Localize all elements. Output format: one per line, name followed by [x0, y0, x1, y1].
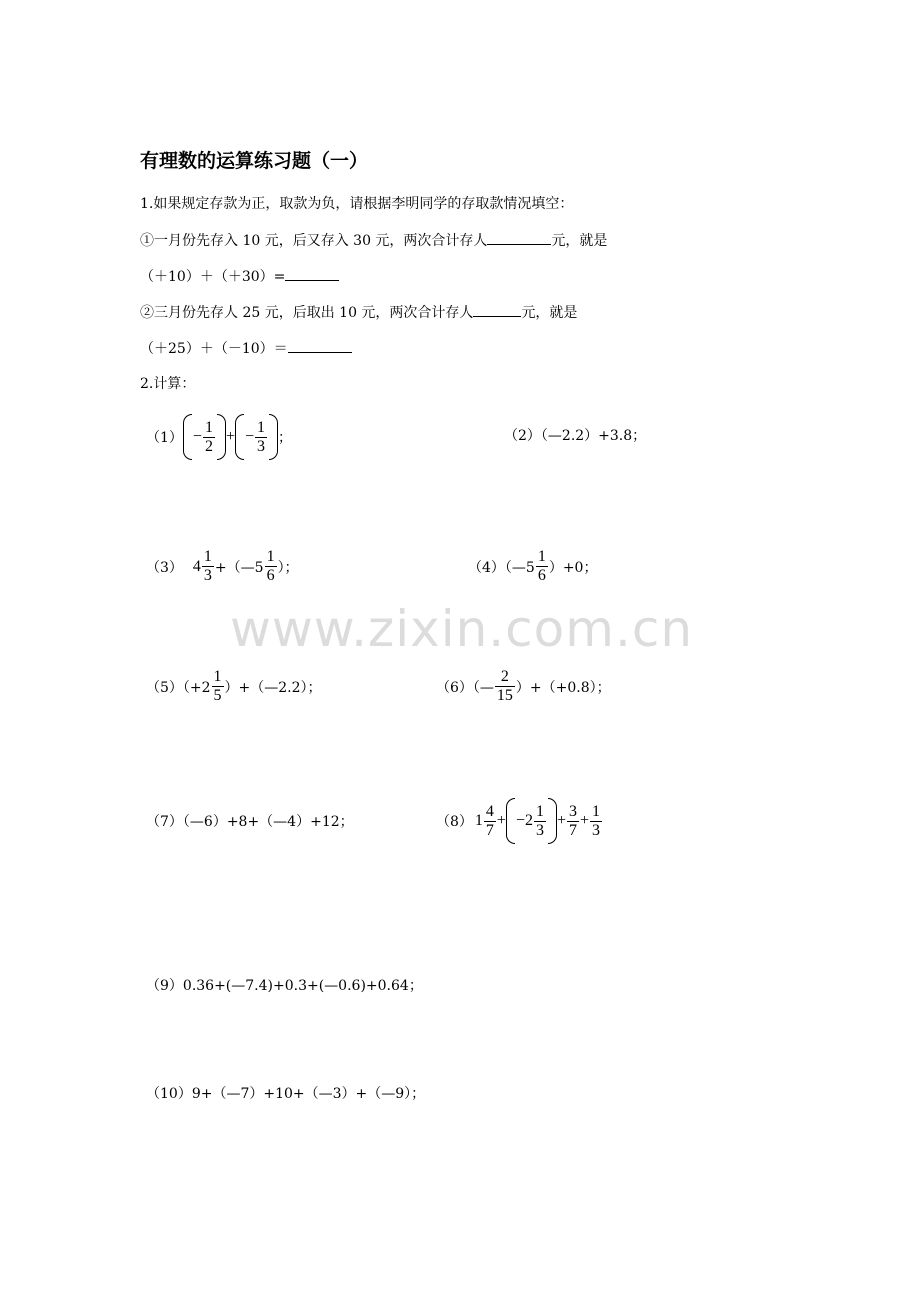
problem-1-end: ；: [278, 430, 293, 446]
q1-a-expression: [140, 266, 339, 287]
problem-5-end: ）+（—2.2）；: [224, 679, 322, 696]
plus-sign: +: [580, 812, 590, 829]
problem-6-end: ）+（+0.8）；: [515, 679, 611, 696]
problem-1-label: （1）: [146, 430, 183, 446]
problem-3-label: （3）: [146, 559, 183, 576]
problem-1: [146, 414, 292, 460]
fraction: $\frac{1}{3}$: [535, 802, 544, 839]
problem-5: [146, 668, 322, 705]
fraction: $\frac{1}{3}$: [203, 548, 212, 584]
q1-a-after: 元，就是: [551, 233, 608, 249]
problem-2: （2）（—2.2）+3.8；: [504, 428, 647, 444]
problem-6-label: （6）（—: [436, 679, 494, 696]
problem-7: （7）（—6）+8+（—4）+12；: [146, 814, 354, 830]
q2-intro: 2.计算：: [140, 376, 196, 392]
fraction: $\frac{1}{5}$: [213, 668, 222, 704]
q1-a-text: ①一月份先存入 10 元，后又存入 30 元，两次合计存人: [140, 233, 488, 249]
left-paren-icon: [183, 414, 192, 460]
fraction: $\frac{1}{6}$: [537, 548, 546, 584]
problem-4-end: ）+0；: [548, 559, 598, 576]
q1-a-expr: （＋10）＋（＋30）=: [140, 269, 286, 285]
problem-3: [146, 548, 299, 585]
q1-b-blank[interactable]: [473, 302, 521, 317]
problem-8: [436, 798, 603, 844]
plus-sign: +: [556, 812, 567, 829]
fraction: $\frac{1}{6}$: [266, 548, 275, 584]
problem-3-mid: +（—5: [214, 559, 264, 576]
q1-a-blank[interactable]: [487, 230, 551, 245]
plus-sign: +: [496, 812, 506, 829]
problem-9: （9）0.36+(—7.4)+0.3+(—0.6)+0.64；: [146, 978, 423, 994]
right-paren-icon: [269, 414, 278, 460]
problem-10: （10）9+（—7）+10+（—3）+（—9）；: [146, 1086, 426, 1102]
problem-4-label: （4）（—5: [468, 559, 535, 576]
fraction: $\frac{3}{7}$: [569, 802, 578, 839]
fraction: $\frac{2}{15}$: [496, 668, 513, 704]
minus-sign: −: [192, 428, 202, 445]
problem-3-end: ）；: [277, 559, 299, 576]
problem-8-label: （8）: [436, 814, 473, 830]
plus-sign: +: [225, 428, 235, 445]
q1-a-expr-blank[interactable]: [285, 266, 339, 281]
right-paren-icon: [548, 798, 557, 844]
fraction: $\frac{4}{7}$: [485, 802, 494, 839]
problem-5-label: （5）（+2: [146, 679, 211, 696]
right-paren-icon: [217, 414, 226, 460]
q1-part-a: [140, 230, 607, 251]
q1-part-b: [140, 302, 577, 323]
left-paren-icon: [235, 414, 244, 460]
q1-intro: 1.如果规定存款为正，取款为负，请根据李明同学的存取款情况填空：: [140, 196, 574, 212]
q1-b-expression: [140, 338, 352, 359]
q1-b-expr-blank[interactable]: [288, 338, 352, 353]
mixed-whole: −2: [515, 812, 533, 829]
whole-number: 1: [474, 812, 483, 829]
watermark: www.zixin.com.cn: [230, 600, 694, 658]
whole-number: 4: [192, 557, 201, 575]
fraction: $\frac{1}{2}$: [204, 418, 213, 455]
problem-6: [436, 668, 611, 705]
q1-b-text: ②三月份先存人 25 元，后取出 10 元，两次合计存人: [140, 305, 474, 321]
q1-b-expr: （＋25）＋（－10）＝: [140, 341, 288, 357]
q1-b-after: 元，就是: [521, 305, 578, 321]
problem-4: [468, 548, 597, 585]
fraction: $\frac{1}{3}$: [592, 802, 601, 839]
fraction: $\frac{1}{3}$: [257, 418, 266, 455]
left-paren-icon: [506, 798, 515, 844]
minus-sign: −: [244, 428, 255, 445]
page-title: 有理数的运算练习题（一）: [140, 150, 369, 172]
